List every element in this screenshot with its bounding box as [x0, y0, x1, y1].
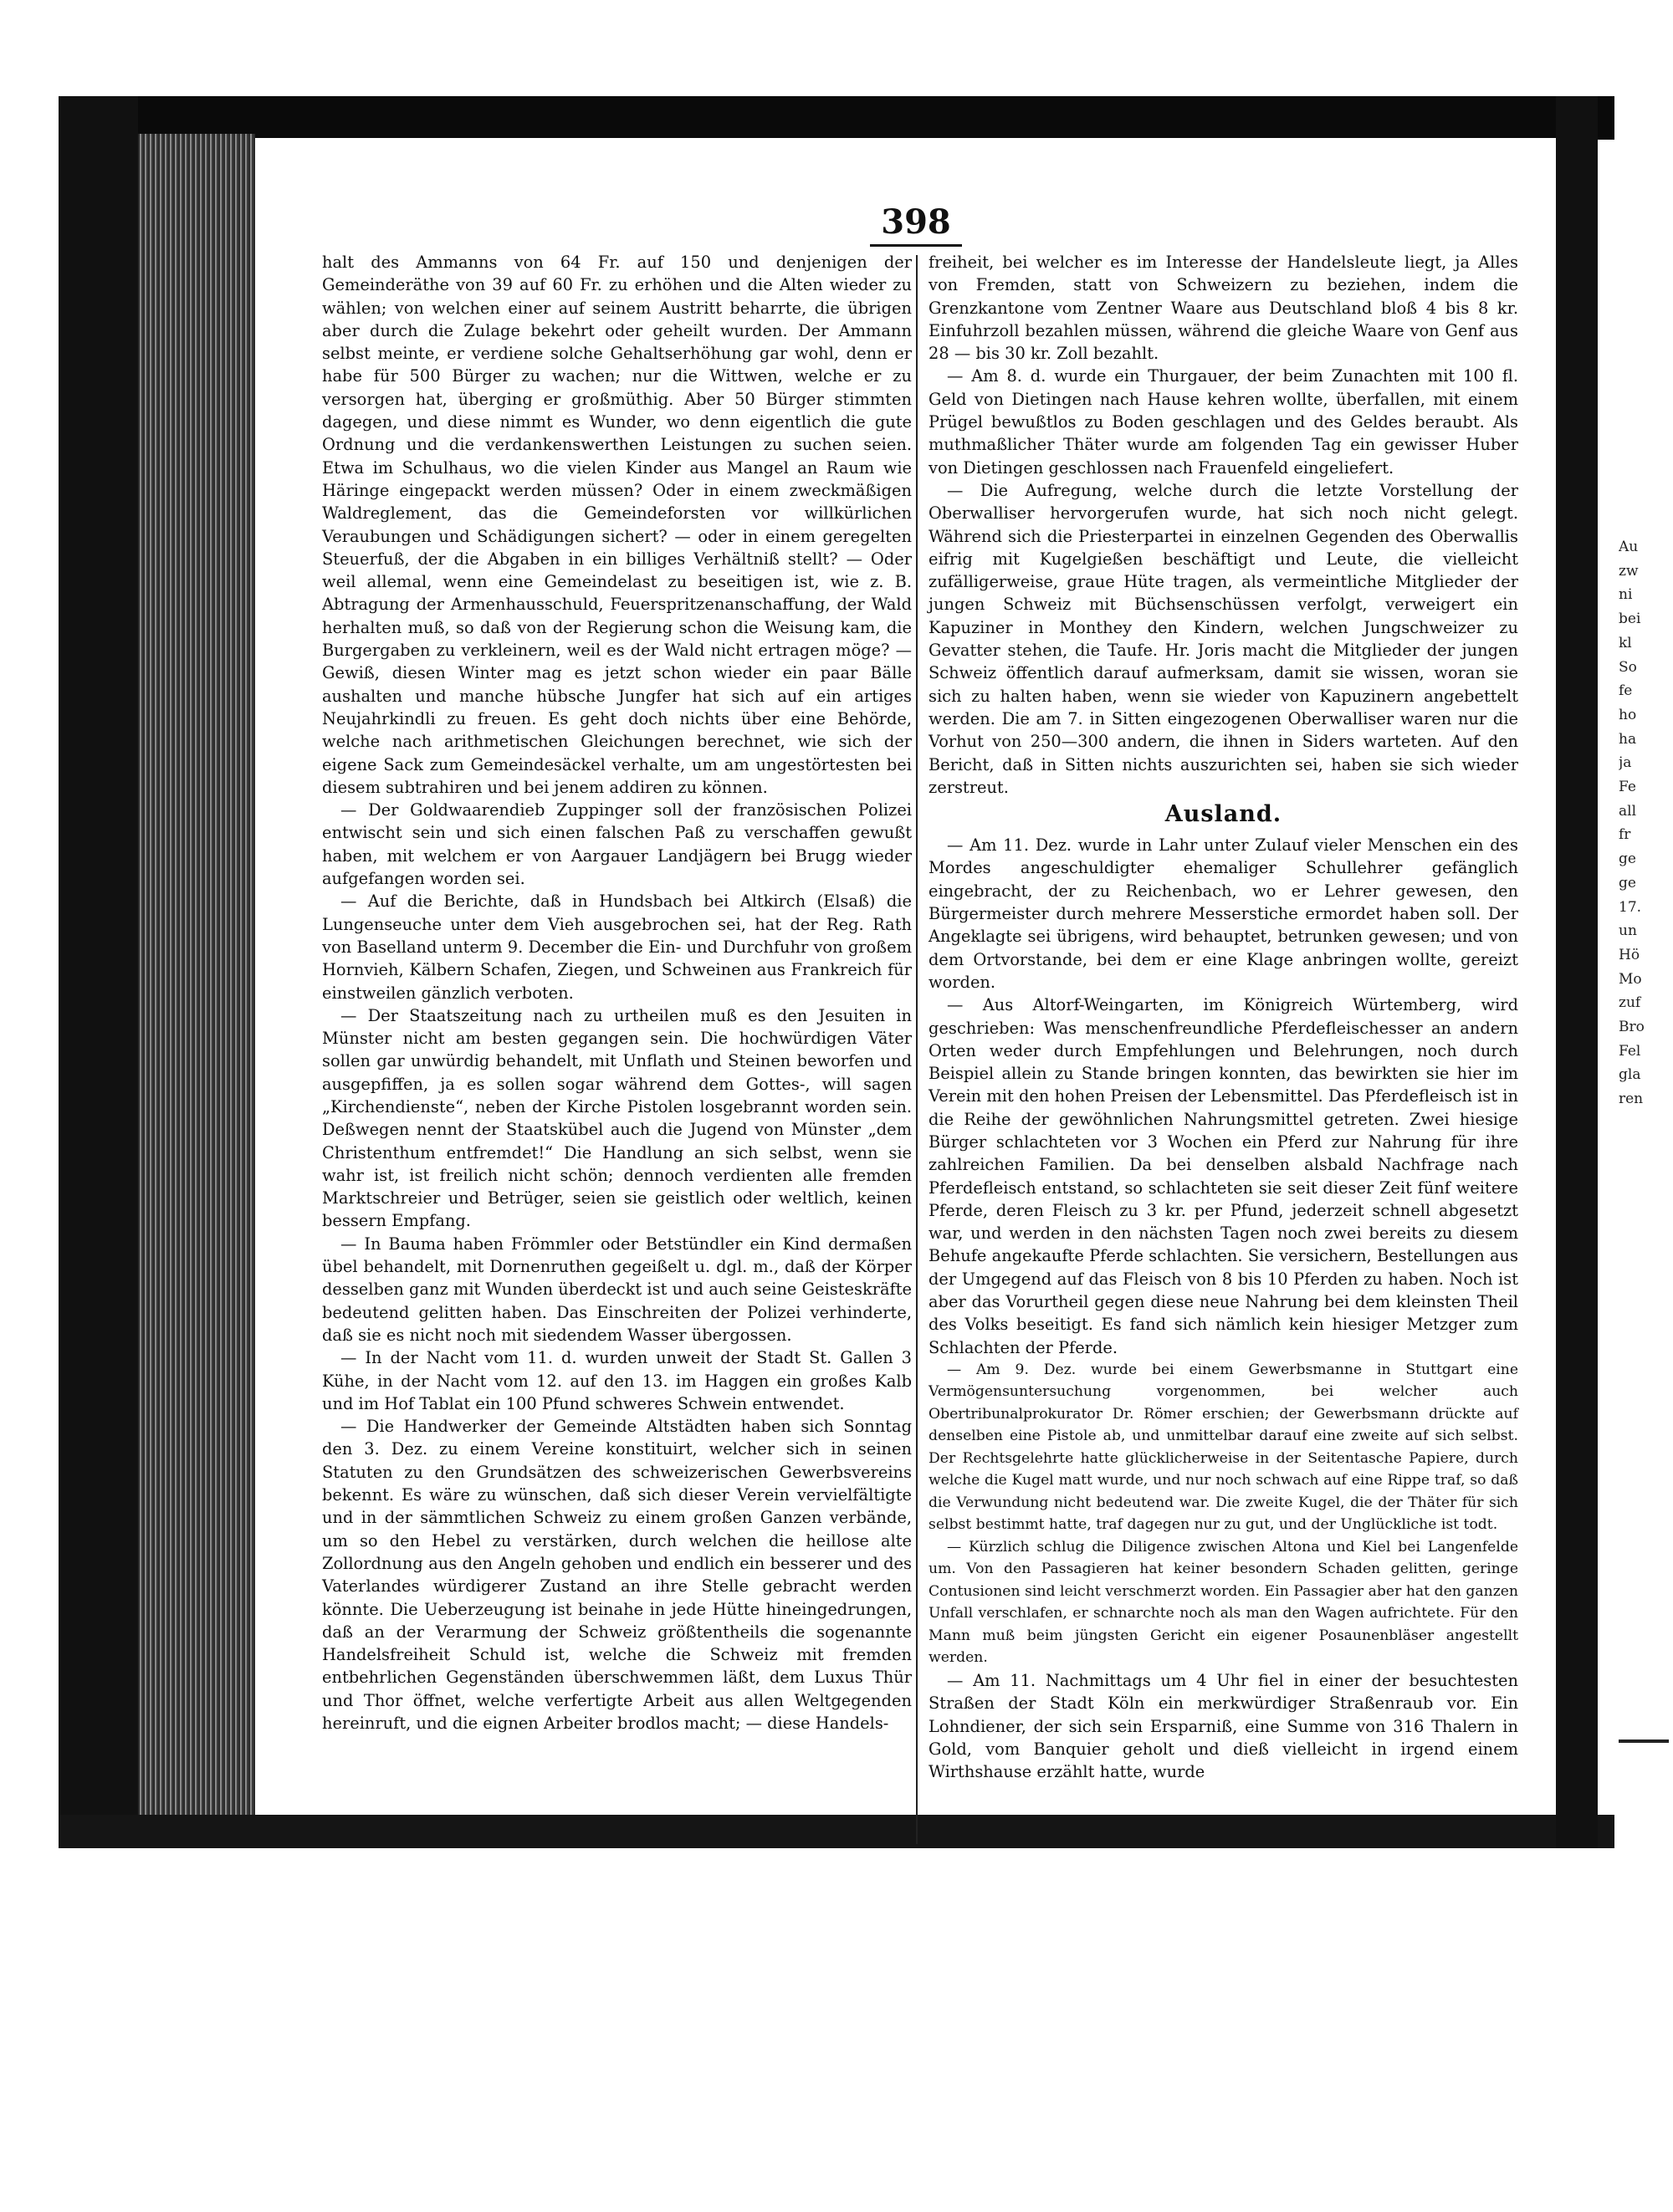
left-column: [322, 251, 912, 1734]
neighbor-page-rule: [1619, 1739, 1669, 1743]
article-paragraph: — In Bauma haben Frömmler oder Betstündler ein Kind dermaßen übel behandelt, mit Dornenruthen gegeißelt u. dgl. m., daß der Körper desselben ganz mit Wunden überdeckt ist und auch seine Geisteskräfte bedeutend gelitten haben. Das Einschreiten der Polizei verhinderte, daß sie es nicht noch mit siedendem Wasser übergossen.: [322, 1234, 912, 1345]
article-paragraph: — Aus Altorf-Weingarten, im Königreich Würtemberg, wird geschrieben: Was menschenfreundliche Pferdefleischesser an andern Orten weder durch Empfehlungen und Belehrungen, noch durch Beispiel allein zu Stande bringen konnten, das bewirkten sie hier im Verein mit den hohen Preisen der Lebensmittel. Das Pferdefleisch ist in die Reihe der gewöhnlichen Nahrungsmittel getreten. Zwei hiesige Bürger schlachteten vor 3 Wochen ein Pferd zur Nahrung für ihre zahlreichen Familien. Da bei denselben alsbald Nachfrage nach Pferdefleisch entstand, so schlachteten sie seit dieser Zeit fünf weitere Pferde, deren Fleisch zu 3 kr. per Pfund, jederzeit schnell abgesetzt war, und werden in den nächsten Tagen noch zwei bereits zu diesem Behufe angekaufte Pferde schlachten. Sie versichern, Bestellungen aus der Umgegend auf das Fleisch von 8 bis 10 Pferden zu haben. Noch ist aber das Vorurtheil gegen diese neue Nahrung bei dem kleinsten Theil des Volks beseitigt. Es fand sich nämlich kein hiesiger Metzger zum Schlachten der Pferde.: [929, 995, 1518, 1357]
neighbor-fragment: zuf: [1619, 994, 1641, 1012]
neighbor-fragment: ja: [1619, 754, 1632, 772]
article-paragraph: — Der Staatszeitung nach zu urtheilen muß es den Jesuiten in Münster nicht am besten gegangen sein. Die hochwürdigen Väter sollen gar unwürdig behandelt, mit Unflath und Steinen beworfen und ausgepfiffen, ja es sollen sogar während dem Gottes-, will sagen „Kirchendienste“, neben der Kirche Pistolen losgebrannt worden sein. Deßwegen nennt der Staatskübel auch die Jugend von Münster „dem Christenthum entfremdet!“ Die Handlung an sich selbst, wenn sie wahr ist, ist freilich nicht schön; dennoch verdienten alle fremden Marktschreier und Betrüger, seien sie geistlich oder weltlich, keinen bessern Empfang.: [322, 1005, 912, 1231]
neighbor-fragment: Hö: [1619, 946, 1640, 963]
neighbor-fragment: Bro: [1619, 1019, 1645, 1036]
neighbor-fragment: fr: [1619, 826, 1631, 844]
article-paragraph: — Am 8. d. wurde ein Thurgauer, der beim Zunachten mit 100 fl. Geld von Dietingen nach Hause kehren wollte, überfallen, mit einem Prügel bewußtlos zu Boden geschlagen und des Geldes beraubt. Als muthmaßlicher Thäter wurde am folgenden Tag ein gewisser Huber von Dietingen geschlossen nach Frauenfeld eingeliefert.: [929, 366, 1518, 478]
article-paragraph: — In der Nacht vom 11. d. wurden unweit der Stadt St. Gallen 3 Kühe, in der Nacht vom 12. auf den 13. im Haggen ein großes Kalb und im Hof Tablat ein 100 Pfund schweres Schwein entwendet.: [322, 1348, 912, 1413]
article-paragraph: — Am 11. Nachmittags um 4 Uhr fiel in einer der besuchtesten Straßen der Stadt Köln ein merkwürdiger Straßenraub vor. Ein Lohndiener, der sich sein Ersparniß, eine Summe von 316 Thalern in Gold, vom Banquier geholt und dieß vielleicht in irgend einem Wirthshause erzählt hatte, wurde: [929, 1670, 1518, 1782]
neighbor-fragment: ho: [1619, 706, 1637, 723]
neighbor-fragment: ge: [1619, 874, 1636, 891]
neighbor-page-fragments: [1619, 535, 1669, 1111]
neighbor-fragment: fe: [1619, 682, 1633, 700]
right-column-top: [929, 251, 1518, 799]
neighbor-fragment: ren: [1619, 1091, 1644, 1108]
scan-border-left: [59, 96, 138, 1844]
neighbor-fragment: ni: [1619, 586, 1633, 604]
neighbor-fragment: gla: [1619, 1066, 1641, 1084]
book-gutter: [1556, 96, 1598, 1848]
article-paragraph: freiheit, bei welcher es im Interesse der Handelsleute liegt, ja Alles von Fremden, statt von Schweizern zu beziehen, indem die Grenzkantone vom Zentner Waare aus Deutschland bloß 4 bis 8 kr. Einfuhrzoll bezahlen müssen, während die gleiche Waare von Genf aus 28 — bis 30 kr. Zoll bezahlt.: [929, 253, 1518, 364]
neighbor-fragment: Au: [1619, 539, 1639, 555]
page-number: 398: [870, 201, 962, 247]
scan-border-bottom: [59, 1815, 1614, 1848]
neighbor-fragment: bei: [1619, 610, 1641, 628]
neighbor-fragment: Fel: [1619, 1042, 1641, 1060]
neighbor-fragment: 17.: [1619, 898, 1642, 916]
neighbor-fragment: zw: [1619, 562, 1639, 580]
right-column: [929, 251, 1518, 1783]
right-column-bottom: [929, 834, 1518, 1783]
article-paragraph: — Die Handwerker der Gemeinde Altstädten haben sich Sonntag den 3. Dez. zu einem Vereine konstituirt, welcher sich in seinen Statuten zu den Grundsätzen des schweizerischen Gewerbsvereins bekennt. Es wäre zu wünschen, daß sich dieser Verein vervielfältigte und in der sämmtlichen Schweiz zu einem großen Ganzen verbände, um so den Hebel zu verstärken, durch welchen die heillose alte Zollordnung aus den Angeln gehoben und endlich ein besserer und des Vaterlandes würdigerer Zustand an ihre Stelle gebracht werden könnte. Die Ueberzeugung ist beinahe in jede Hütte hineingedrungen, daß an der Verarmung der Schweiz größtentheils die sogenannte Handelsfreiheit Schuld ist, welche die Schweiz mit fremden entbehrlichen Gegenständen überschwemmen läßt, dem Luxus Thür und Thor öffnet, welche verfertigte Arbeit aus allen Weltgegenden hereinruft, und die eignen Arbeiter brodlos macht; — diese Handels-: [322, 1417, 912, 1733]
neighbor-fragment: So: [1619, 658, 1637, 676]
article-paragraph: — Am 11. Dez. wurde in Lahr unter Zulauf vieler Menschen ein des Mordes angeschuldigter ehemaliger Schullehrer gefänglich eingebracht, der zu Reichenbach, wo er Lehrer gewesen, den Bürgermeister durch mehrere Messerstiche ermordet haben soll. Der Angeklagte sei übrigens, wird behauptet, betrunken gewesen; und von dem Ortvorstande, bei dem er eine Klage anbringen wollte, gereizt worden.: [929, 835, 1518, 992]
article-paragraph: — Am 9. Dez. wurde bei einem Gewerbsmanne in Stuttgart eine Vermögensuntersuchung vorgenommen, bei welcher auch Obertribunalprokurator Dr. Römer erschien; der Gewerbsmann drückte auf denselben eine Pistole ab, und unmittelbar darauf eine zweite auf sich selbst. Der Rechtsgelehrte hatte glücklicherweise in der Seitentasche Papiere, durch welche die Kugel matt wurde, und nur noch schwach auf eine Rippe traf, so daß die Verwundung nicht bedeutend war. Die zweite Kugel, die der Thäter für sich selbst bestimmt hatte, traf dagegen nur zu gut, und der Unglückliche ist todt.: [929, 1361, 1518, 1534]
section-heading: Ausland.: [1164, 801, 1282, 828]
book-page-edges: [138, 134, 255, 1831]
column-divider: [916, 255, 918, 1844]
article-paragraph: — Die Aufregung, welche durch die letzte Vorstellung der Oberwalliser hervorgerufen wurde, hat sich noch nicht gelegt. Während sich die Priesterpartei in einzelnen Gegenden des Oberwallis eifrig mit Kugelgießen beschäftigt und Leute, die vielleicht zufälligerweise, graue Hüte tragen, als vermeintliche Mitglieder der jungen Schweiz mit Büchsenschüssen verfolgt, verweigert ein Kapuziner in Monthey den Kindern, welchen Jungschweizer zu Gevatter stehen, die Taufe. Hr. Joris macht die Mitglieder der jungen Schweiz öffentlich darauf aufmerksam, damit sie wissen, woran sie sich zu halten haben, wenn sie wieder von Kapuzinern angebettelt werden. Die am 7. in Sitten eingezogenen Oberwalliser waren nur die Vorhut von 250—300 andern, die ihnen in Siders warteten. Auf den Bericht, daß in Sitten nichts auszurichten sei, haben sie sich wieder zerstreut.: [929, 480, 1518, 797]
neighbor-fragment: all: [1619, 802, 1637, 820]
article-paragraph: halt des Ammanns von 64 Fr. auf 150 und denjenigen der Gemeinderäthe von 39 auf 60 Fr. zu erhöhen und die Alten wieder zu wählen; von welchen einer auf seinem Austritt beharrte, die übrigen aber durch die Zulage bekehrt oder geheilt wurden. Der Ammann selbst meinte, er verdiene solche Gehaltserhöhung gar wohl, denn er habe für 500 Bürger zu wachen; nur die Wittwen, welche er zu versorgen hat, überging er großmüthig. Aber 50 Bürger stimmten dagegen, und diese nimmt es Wunder, wo denn eigentlich die gute Ordnung und die verdankenswerthen Leistungen zu suchen seien. Etwa im Schulhaus, wo die vielen Kinder aus Mangel an Raum wie Häringe eingepackt werden müssen? Oder in einem zweckmäßigen Waldreglement, das die Gemeindeforsten vor willkürlichen Veraubungen und Schädigungen sichert? — oder in einem geregelten Steuerfuß, der die Abgaben in ein billiges Verhältniß stellt? — Oder weil allemal, wenn eine Gemeindelast zu beseitigen ist, wie z. B. Abtragung der Armenhausschuld, Feuerspritzenanschaffung, der Wald herhalten muß, so daß von der Regierung schon die Weisung kam, die Burgergaben zu verkleinern, weil es der Wald nicht ertragen möge? — Gewiß, diesen Winter mag es jetzt schon wieder ein paar Bälle aushalten und manche hübsche Jungfer hat sich auf ein artiges Neujahrkindli zu freuen. Es geht doch nichts über eine Behörde, welche nach arithmetischen Gleichungen berechnet, wie sich der eigene Sack zum Gemeindesäckel verhalte, um am ungestörtesten bei diesem subtrahiren und bei jenem addiren zu können.: [322, 253, 912, 797]
neighbor-fragment: un: [1619, 922, 1637, 940]
scan-border-top: [59, 96, 1614, 140]
neighbor-fragment: ha: [1619, 730, 1637, 748]
neighbor-fragment: Fe: [1619, 779, 1636, 796]
neighbor-fragment: ge: [1619, 851, 1636, 868]
article-paragraph: — Der Goldwaarendieb Zuppinger soll der französischen Polizei entwischt sein und sich einen falschen Paß zu verschaffen gewußt haben, mit welchem er von Aargauer Landjägern bei Brugg wieder aufgefangen worden sei.: [322, 800, 912, 889]
neighbor-fragment: Mo: [1619, 970, 1642, 988]
article-paragraph: — Kürzlich schlug die Diligence zwischen Altona und Kiel bei Langenfelde um. Von den Passagieren hat keiner besondern Schaden gelitten, geringe Contusionen sind leicht verschmerzt worden. Ein Passagier aber hat den ganzen Unfall verschlafen, er schnarchte noch als man den Wagen aufrichtete. Für den Mann muß beim jüngsten Gericht ein eigener Posaunenbläser angestellt werden.: [929, 1538, 1518, 1667]
article-paragraph: — Auf die Berichte, daß in Hundsbach bei Altkirch (Elsaß) die Lungenseuche unter dem Vieh ausgebrochen sei, hat der Reg. Rath von Baselland unterm 9. December die Ein- und Durchfuhr von großem Hornvieh, Kälbern Schafen, Ziegen, und Schweinen aus Frankreich für einstweilen gänzlich verboten.: [322, 891, 912, 1003]
neighbor-fragment: kl: [1619, 634, 1632, 651]
